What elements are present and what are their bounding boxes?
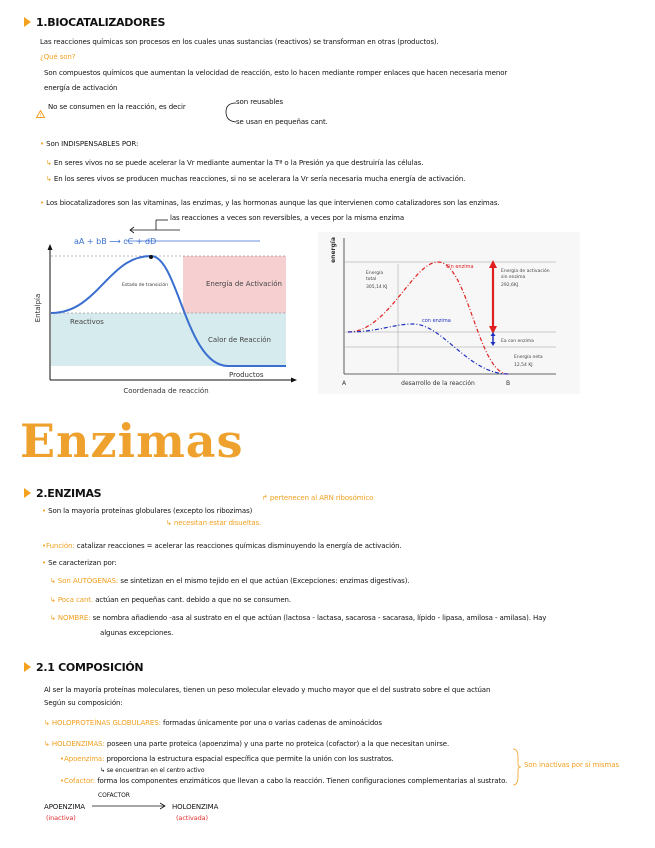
formula-arrow-icon bbox=[90, 801, 170, 811]
characteristic-nombre: ↳ NOMBRE: se nombra añadiendo -asa al sustrato en el que actúan (lactosa - lactasa, sacarosa - sacarasa, lípido - lipasa, amilosa - amilasa). Hay bbox=[50, 614, 547, 622]
warning-option-b: se usan en pequeñas cant. bbox=[236, 118, 328, 126]
characteristic-poca-cant: ↳ Poca cant. actúan en pequeñas cant. debido a que no se consumen. bbox=[50, 596, 292, 604]
enthalpy-diagram bbox=[28, 230, 298, 400]
question-text: ¿Qué son? bbox=[40, 53, 76, 61]
formula-apoenzima: APOENZIMA bbox=[44, 803, 85, 811]
apoenzima-note: ↳ se encuentran en el centro activo bbox=[100, 767, 205, 774]
reason-1: ↳ En seres vivos no se puede acelerar la Vr mediante aumentar la Tª o la Presión ya que destruiría las células. bbox=[46, 159, 424, 167]
characteristic-autogenas: ↳ Son AUTÓGENAS: se sintetizan en el mismo tejido en el que actúan (Excepciones: enzimas digestivas). bbox=[50, 577, 410, 585]
activation-label-1: Energía de activación bbox=[501, 269, 550, 274]
triangle-bullet-icon bbox=[24, 17, 31, 27]
inactive-note: Son inactivas por sí mismas bbox=[524, 761, 620, 769]
reaction-equation: aA + bB ⟶ cC + dD bbox=[74, 237, 157, 246]
warning-text: No se consumen en la reacción, es decir bbox=[48, 103, 186, 111]
warning-icon bbox=[36, 103, 45, 122]
definition-line-1: Son compuestos químicos que aumentan la velocidad de reacción, esto lo hacen mediante romper enlaces que hacen necesaria menor bbox=[44, 69, 508, 77]
products-label: Productos bbox=[229, 371, 264, 379]
net-energy-label: Energía neta bbox=[514, 355, 543, 360]
arn-note: ↱ pertenecen al ARN ribosómico bbox=[262, 494, 374, 502]
section-title-composicion: 2.1 COMPOSICIÓN bbox=[24, 661, 143, 674]
holoproteinas-line: ↳ HOLOPROTEÍNAS GLOBULARES: formadas únicamente por una o varias cadenas de aminoácidos bbox=[44, 719, 382, 727]
side-brace-icon bbox=[512, 747, 522, 787]
section-title-enzimas: 2.ENZIMAS bbox=[24, 487, 101, 500]
enzimas-line-1: • Son la mayoría proteínas globulares (excepto los ribozimas) bbox=[42, 507, 253, 515]
reactants-label: Reactivos bbox=[70, 318, 104, 326]
composition-line-1: Al ser la mayoría proteínas moleculares, tienen un peso molecular elevado y mucho mayor que el del sustrato sobre el que actúan bbox=[44, 686, 491, 694]
transition-state-label: Estado de transición bbox=[122, 283, 168, 288]
without-enzyme-label: Sin enzima bbox=[446, 264, 474, 270]
point-a-label: A bbox=[341, 380, 347, 387]
reaction-heat-label: Calor de Reacción bbox=[208, 336, 271, 344]
transition-state-point bbox=[149, 255, 153, 259]
formula-apoenzima-state: (inactiva) bbox=[46, 814, 76, 822]
composition-line-2: Según su composición: bbox=[44, 699, 123, 707]
enzimas-title: Enzimas bbox=[20, 414, 244, 468]
formula-holoenzima-state: (activada) bbox=[176, 814, 208, 822]
with-enzyme-label: con enzima bbox=[422, 318, 451, 324]
intro-text: Las reacciones químicas son procesos en los cuales unas sustancias (reactivos) se transforman en otras (productos). bbox=[40, 38, 439, 46]
holoenzimas-line: ↳ HOLOENZIMAS: poseen una parte proteica (apoenzima) y una parte no proteica (cofactor) a la que necesitan unirse. bbox=[44, 740, 450, 748]
function-line: •Función: catalizar reacciones = acelerar las reacciones químicas disminuyendo la energía de activación. bbox=[42, 542, 402, 550]
x-axis-label: desarrollo de la reacción bbox=[401, 380, 475, 387]
y-axis-label: energía bbox=[330, 237, 337, 263]
indispensable-heading: • Son INDISPENSABLES POR: bbox=[40, 140, 139, 148]
net-energy-value: 12,54 KJ bbox=[514, 363, 533, 368]
characteristics-heading: • Se caracterizan por: bbox=[42, 559, 117, 567]
activation-value: 292,6KJ bbox=[501, 283, 519, 288]
characteristic-nombre-2: algunas excepciones. bbox=[100, 629, 174, 637]
warning-option-a: son reusables bbox=[236, 98, 284, 106]
activation-energy-label: Energía de Activación bbox=[206, 280, 282, 288]
dissolved-note: ↳ necesitan estar disueltas. bbox=[166, 519, 262, 527]
reason-2: ↳ En los seres vivos se producen muchas reacciones, si no se acelerara la Vr sería necesaria mucha energía de activación. bbox=[46, 175, 466, 183]
activation-label-2: sin enzima bbox=[501, 275, 526, 280]
point-b-label: B bbox=[505, 380, 511, 387]
reversible-note: las reacciones a veces son reversibles, a veces por la misma enzima bbox=[170, 214, 405, 222]
x-axis-label: Coordenada de reacción bbox=[123, 387, 209, 395]
triangle-bullet-icon bbox=[24, 662, 31, 672]
formula-holoenzima: HOLOENZIMA bbox=[172, 803, 219, 811]
biocatalysts-list: • Los biocatalizadores son las vitaminas, las enzimas, y las hormonas aunque las que intervienen como catalizadores son las enzimas. bbox=[40, 199, 500, 207]
definition-line-2: energía de activación bbox=[44, 84, 118, 92]
enzyme-energy-diagram bbox=[318, 232, 580, 394]
triangle-bullet-icon bbox=[24, 488, 31, 498]
y-axis-arrow-icon bbox=[48, 244, 53, 250]
cofactor-line: •Cofactor: forma los componentes enzimáticos que llevan a cabo la reacción. Tienen configuraciones complementarias al sustrato. bbox=[60, 777, 508, 785]
diagram-background bbox=[318, 232, 580, 394]
activation-with-enzyme-label: Ea con enzima bbox=[501, 339, 534, 344]
y-axis-label: Entalpía bbox=[34, 293, 42, 323]
svg-text:!: ! bbox=[39, 112, 42, 118]
total-energy-value: 305,14 KJ bbox=[366, 285, 388, 290]
formula-cofactor: COFACTOR bbox=[98, 792, 130, 799]
section-title-biocatalizadores: 1.BIOCATALIZADORES bbox=[24, 16, 165, 29]
total-energy-label-1: Energía bbox=[366, 271, 384, 276]
x-axis-arrow-icon bbox=[291, 378, 297, 383]
apoenzima-line: •Apoenzima: proporciona la estructura espacial específica que permite la unión con los sustratos. bbox=[60, 755, 394, 763]
total-energy-label-2: total bbox=[366, 277, 377, 282]
